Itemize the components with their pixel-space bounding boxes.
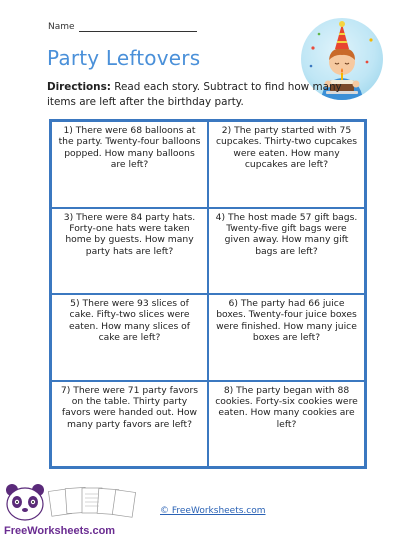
problem-4: 4) The host made 57 gift bags. Twenty-five gift bags were given away. How many gift bags are left? [208,208,365,295]
problem-1: 1) There were 68 balloons at the party. Twenty-four balloons popped. How many balloons are left? [51,121,208,208]
page-title: Party Leftovers [47,46,201,70]
name-line[interactable] [79,22,197,32]
problem-5: 5) There were 93 slices of cake. Fifty-two slices were eaten. How many slices of cake are left? [51,294,208,381]
name-field [48,22,197,32]
problem-2: 2) The party started with 75 cupcakes. Thirty-two cupcakes were eaten. How many cupcakes are left? [208,121,365,208]
directions [47,80,367,110]
problem-7: 7) There were 71 party favors on the table. Thirty party favors were handed out. How many party favors are left? [51,381,208,468]
problem-grid [49,119,367,469]
problem-3: 3) There were 84 party hats. Forty-one hats were taken home by guests. How many party hats are left? [51,208,208,295]
problem-6: 6) The party had 66 juice boxes. Twenty-four juice boxes were finished. How many juice boxes are left? [208,294,365,381]
panda-mascot-icon [0,482,150,539]
directions-label: Directions: [47,81,111,93]
name-label: Name [48,22,75,32]
svg-text:FreeWorksheets.com: FreeWorksheets.com [4,525,116,537]
footer-link[interactable]: © FreeWorksheets.com [160,506,266,516]
freeworksheets-logo[interactable] [0,482,150,539]
problem-8: 8) The party began with 88 cookies. Forty-six cookies were eaten. How many cookies are left? [208,381,365,468]
directions-text: Read each story. Subtract to find how many items are left after the birthday party. [47,81,342,108]
